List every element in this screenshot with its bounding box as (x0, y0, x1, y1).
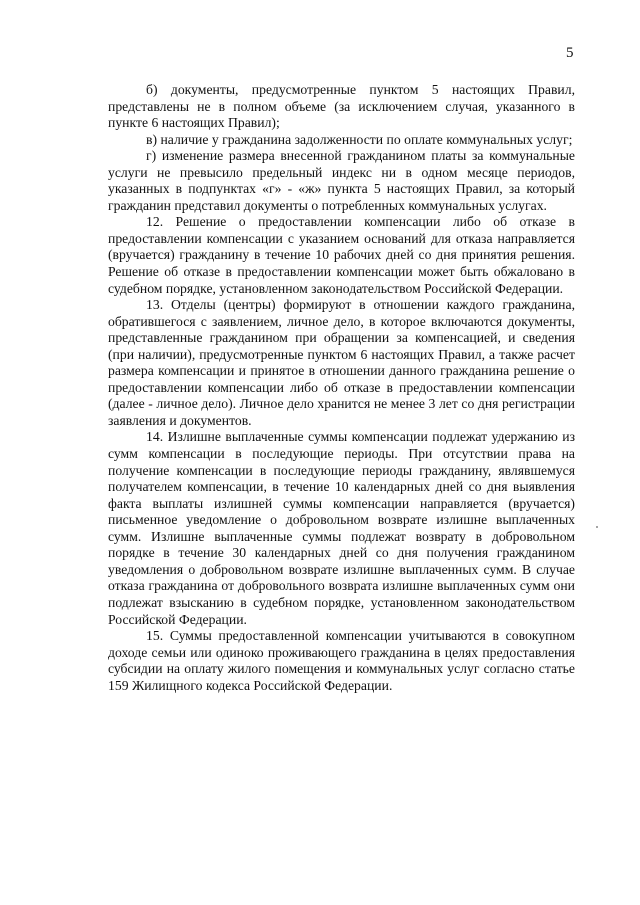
paragraph-item-v: в) наличие у гражданина задолженности по оплате коммунальных услуг; (146, 131, 573, 147)
paragraph-clause-13: 13. Отделы (центры) формируют в отношении каждого гражданина, обратившегося с заявлением, личное дело, в которое включаются документы, представленные гражданином при обращении за компенсацией, и сведения (при наличии), предусмотренные пунктом 6 настоящих Правил, а также расчет размера компенсации и принятое в отношении данного гражданина решение о предоставлении компенсации либо об отказе в предоставлении компенсации (далее - личное дело). Личное дело хранится не менее 3 лет со дня регистрации заявления и документов. (108, 297, 575, 428)
paragraph-item-b: б) документы, предусмотренные пунктом 5 настоящих Правил, представлены не в полном объеме (за исключением случая, указанного в пункте 6 настоящих Правил); (108, 82, 575, 131)
scan-speck (596, 526, 598, 528)
page-number: 5 (566, 45, 574, 61)
paragraph-clause-15: 15. Суммы предоставленной компенсации учитываются в совокупном доходе семьи или одиноко проживающего гражданина в целях предоставления субсидии на оплату жилого помещения и коммунальных услуг согласно статье 159 Жилищного кодекса Российской Федерации. (108, 628, 575, 693)
paragraph-item-g: г) изменение размера внесенной гражданином платы за коммунальные услуги не превысило предельный индекс ни в одном месяце периодов, указанных в подпунктах «г» - «ж» пункта 5 настоящих Правил, за который гражданин представил документы о потребленных коммунальных услугах. (108, 148, 575, 213)
document-body (108, 82, 575, 694)
paragraph-clause-14: 14. Излишне выплаченные суммы компенсации подлежат удержанию из сумм компенсации в последующие периоды. При отсутствии права на получение компенсации в последующие периоды гражданину, являвшемуся получателем компенсации, в течение 10 календарных дней со дня выявления факта выплаты излишней суммы компенсации направляется (вручается) письменное уведомление о добровольном возврате излишне выплаченных сумм. Излишне выплаченные суммы подлежат возврату в добровольном порядке в течение 30 календарных дней со дня получения гражданином уведомления о добровольном возврате излишне выплаченных сумм. В случае отказа гражданина от добровольного возврата излишне выплаченных сумм они подлежат взысканию в судебном порядке, установленном законодательством Российской Федерации. (108, 429, 575, 627)
paragraph-clause-12: 12. Решение о предоставлении компенсации либо об отказе в предоставлении компенсации с указанием оснований для отказа направляется (вручается) гражданину в течение 10 рабочих дней со дня принятия решения. Решение об отказе в предоставлении компенсации может быть обжаловано в судебном порядке, установленном законодательством Российской Федерации. (108, 214, 575, 296)
